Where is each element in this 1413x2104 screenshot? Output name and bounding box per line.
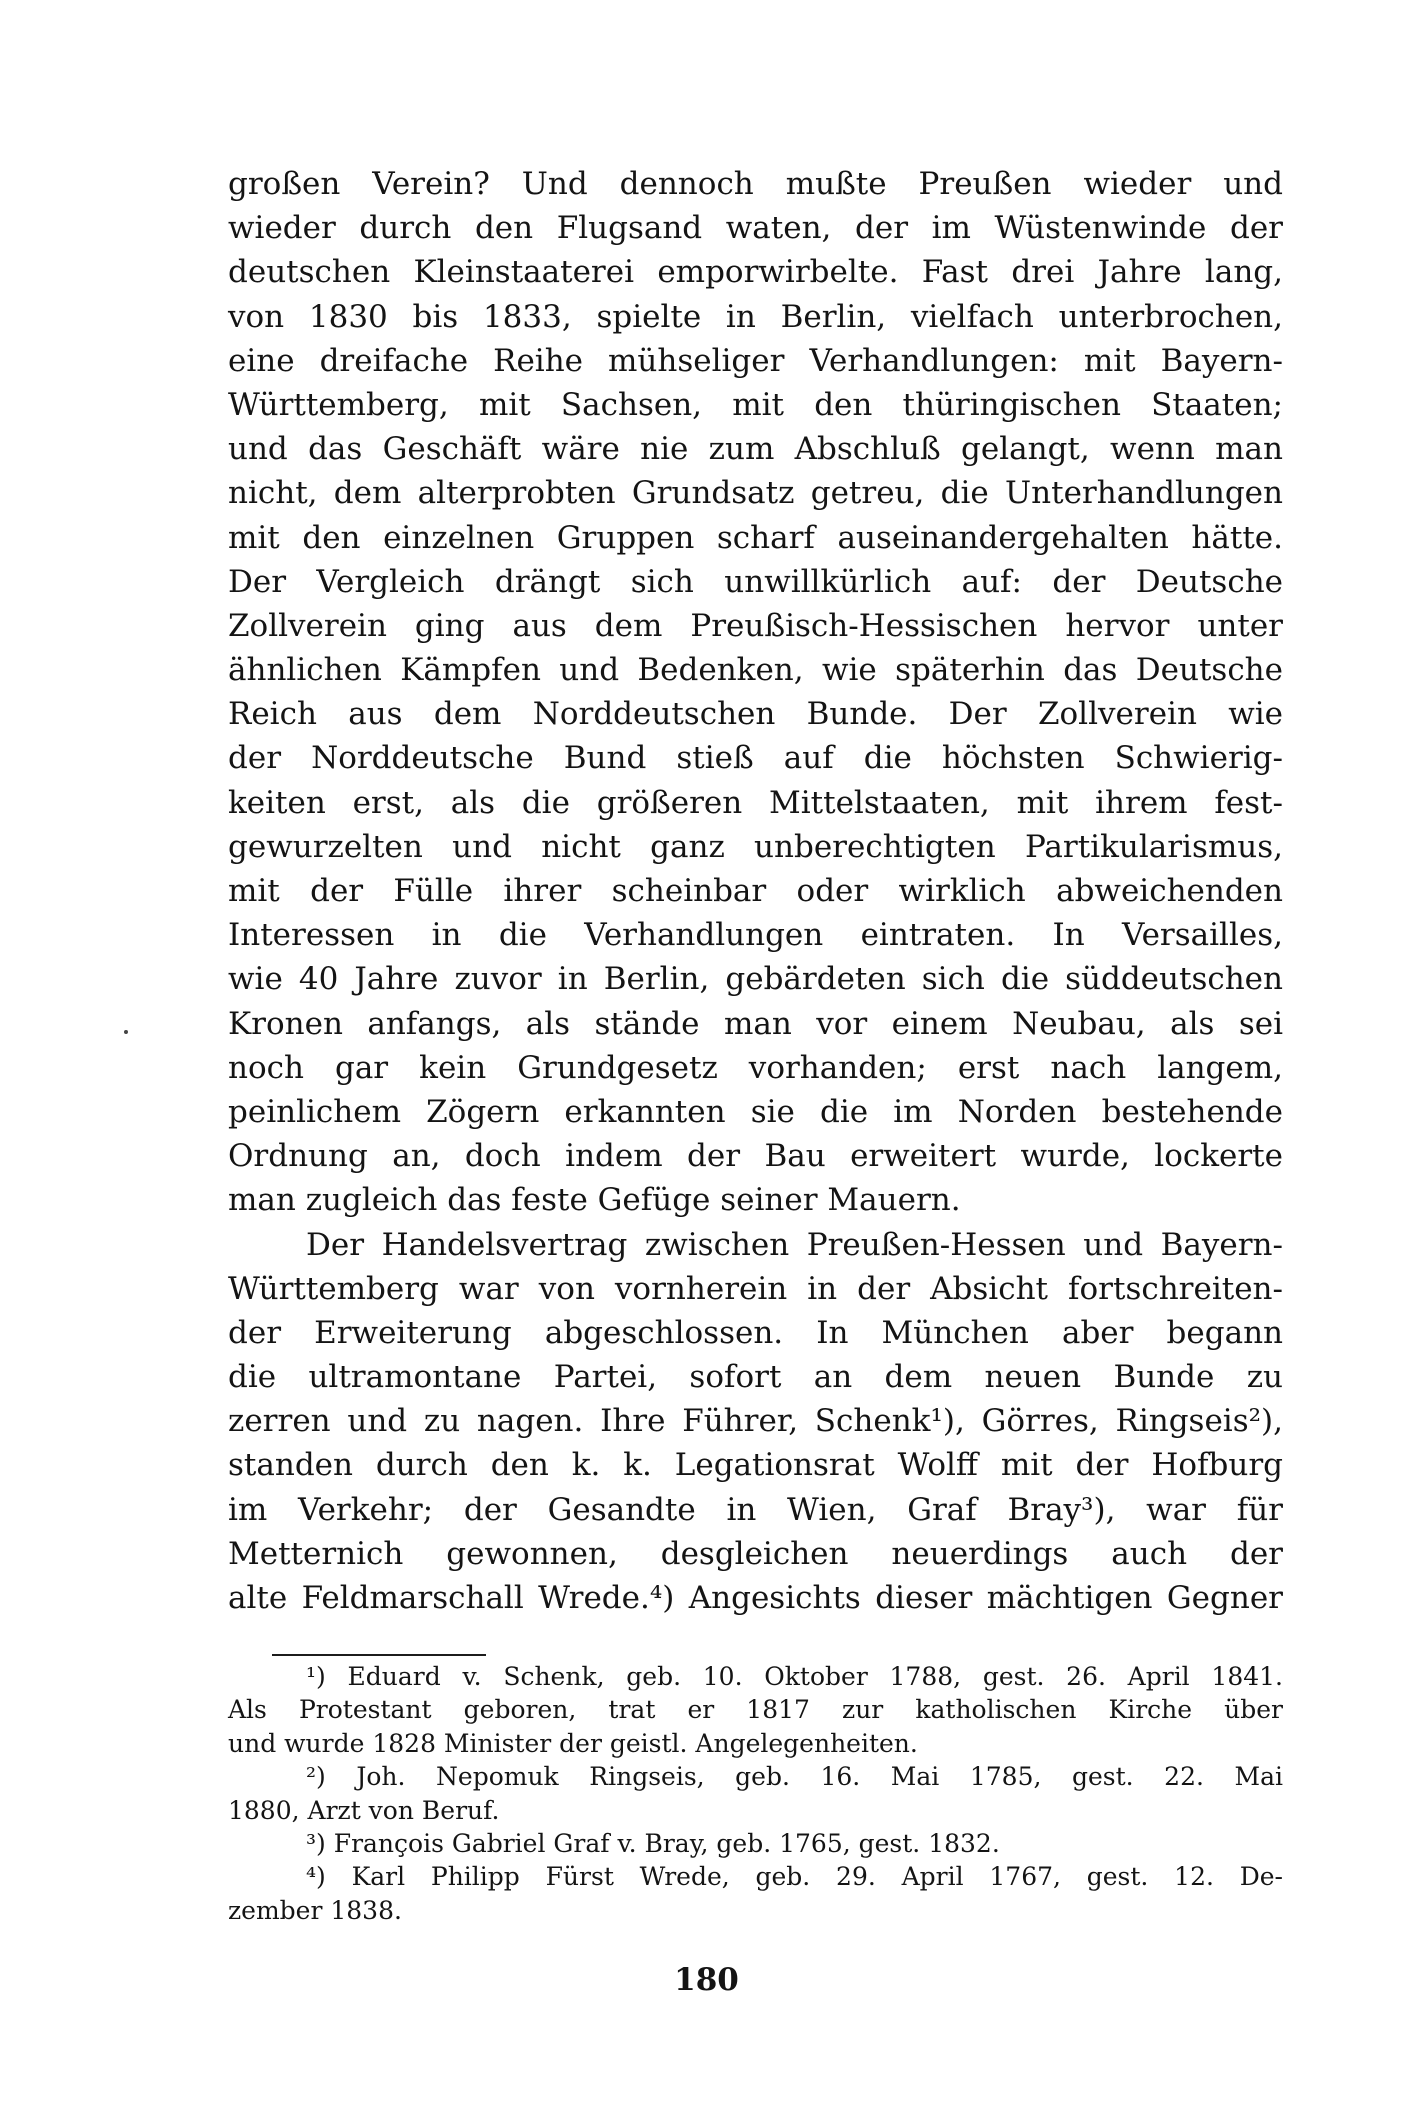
body-line: nicht, dem alterprobten Grundsatz getreu, die Unterhandlungen [228,475,1283,512]
footnote-3 [228,1827,1283,1860]
body-line: Reich aus dem Norddeutschen Bunde. Der Zollverein wie [228,696,1283,733]
footnote-line: ²) Joh. Nepomuk Ringseis, geb. 16. Mai 1785, gest. 22. Mai [306,1762,1283,1792]
body-line: peinlichem Zögern erkannten sie die im Norden bestehende [228,1093,1283,1130]
body-line: Zollverein ging aus dem Preußisch-Hessischen hervor unter [228,607,1283,644]
body-line: großen Verein? Und dennoch mußte Preußen wieder und [228,166,1283,202]
footnote-line: Als Protestant geboren, trat er 1817 zur katholischen Kirche über [228,1695,1283,1725]
page-number: 180 [674,1962,739,1998]
body-line: mit der Fülle ihrer scheinbar oder wirklich abweichenden [228,873,1283,909]
body-line: die ultramontane Partei, sofort an dem neuen Bunde zu [228,1359,1283,1396]
body-line: standen durch den k. k. Legationsrat Wolff mit der Hofburg [228,1447,1283,1484]
body-line: Ordnung an, doch indem der Bau erweitert wurde, lockerte [228,1138,1283,1175]
footnote-line: 1880, Arzt von Beruf. [228,1795,500,1825]
body-line: der Norddeutsche Bund stieß auf die höchsten Schwierig- [228,740,1283,777]
body-line: und das Geschäft wäre nie zum Abschluß gelangt, wenn man [228,431,1283,468]
footnote-line: ¹) Eduard v. Schenk, geb. 10. Oktober 1788, gest. 26. April 1841. [306,1662,1283,1691]
body-text [228,162,1283,1620]
footnote-divider [272,1654,486,1656]
body-line: wieder durch den Flugsand waten, der im Wüstenwinde der [228,210,1283,247]
body-line: Kronen anfangs, als stände man vor einem Neubau, als sei [228,1005,1283,1042]
body-line: Württemberg, mit Sachsen, mit den thüringischen Staaten; [228,386,1283,423]
body-line: keiten erst, als die größeren Mittelstaaten, mit ihrem fest- [228,784,1283,821]
footnote-1 [228,1660,1283,1760]
footnote-line: zember 1838. [228,1895,402,1925]
body-line: alte Feldmarschall Wrede.⁴) Angesichts dieser mächtigen Gegner [228,1580,1283,1616]
body-line: Der Handelsvertrag zwischen Preußen-Hessen und Bayern- [306,1226,1283,1263]
body-line: noch gar kein Grundgesetz vorhanden; erst nach langem, [228,1049,1283,1086]
print-speck [124,1030,128,1034]
body-line: deutschen Kleinstaaterei emporwirbelte. Fast drei Jahre lang, [228,254,1283,291]
body-line: gewurzelten und nicht ganz unberechtigten Partikularismus, [228,828,1283,865]
body-line: wie 40 Jahre zuvor in Berlin, gebärdeten sich die süddeutschen [228,961,1283,998]
body-line: Württemberg war von vornherein in der Absicht fortschreiten- [228,1270,1283,1307]
body-line: der Erweiterung abgeschlossen. In München aber begann [228,1314,1283,1351]
body-line: mit den einzelnen Gruppen scharf auseinandergehalten hätte. [228,519,1283,556]
body-line: im Verkehr; der Gesandte in Wien, Graf Bray³), war für [228,1491,1283,1528]
body-line: von 1830 bis 1833, spielte in Berlin, vielfach unterbrochen, [228,298,1283,335]
body-line: Metternich gewonnen, desgleichen neuerdings auch der [228,1535,1283,1572]
footnote-2 [228,1760,1283,1827]
body-line: zerren und zu nagen. Ihre Führer, Schenk¹), Görres, Ringseis²), [228,1403,1283,1440]
footnote-line: ⁴) Karl Philipp Fürst Wrede, geb. 29. April 1767, gest. 12. De- [306,1862,1283,1892]
body-line: man zugleich das feste Gefüge seiner Mauern. [228,1182,961,1219]
body-line: ähnlichen Kämpfen und Bedenken, wie späterhin das Deutsche [228,652,1283,689]
body-line: Interessen in die Verhandlungen eintraten. In Versailles, [228,917,1283,954]
footnotes [228,1660,1283,1927]
footnote-line: ³) François Gabriel Graf v. Bray, geb. 1765, gest. 1832. [306,1828,1000,1858]
footnote-line: und wurde 1828 Minister der geistl. Angelegenheiten. [228,1728,918,1758]
footnote-4 [228,1860,1283,1927]
body-line: Der Vergleich drängt sich unwillkürlich auf: der Deutsche [228,563,1283,600]
body-line: eine dreifache Reihe mühseliger Verhandlungen: mit Bayern- [228,342,1283,379]
